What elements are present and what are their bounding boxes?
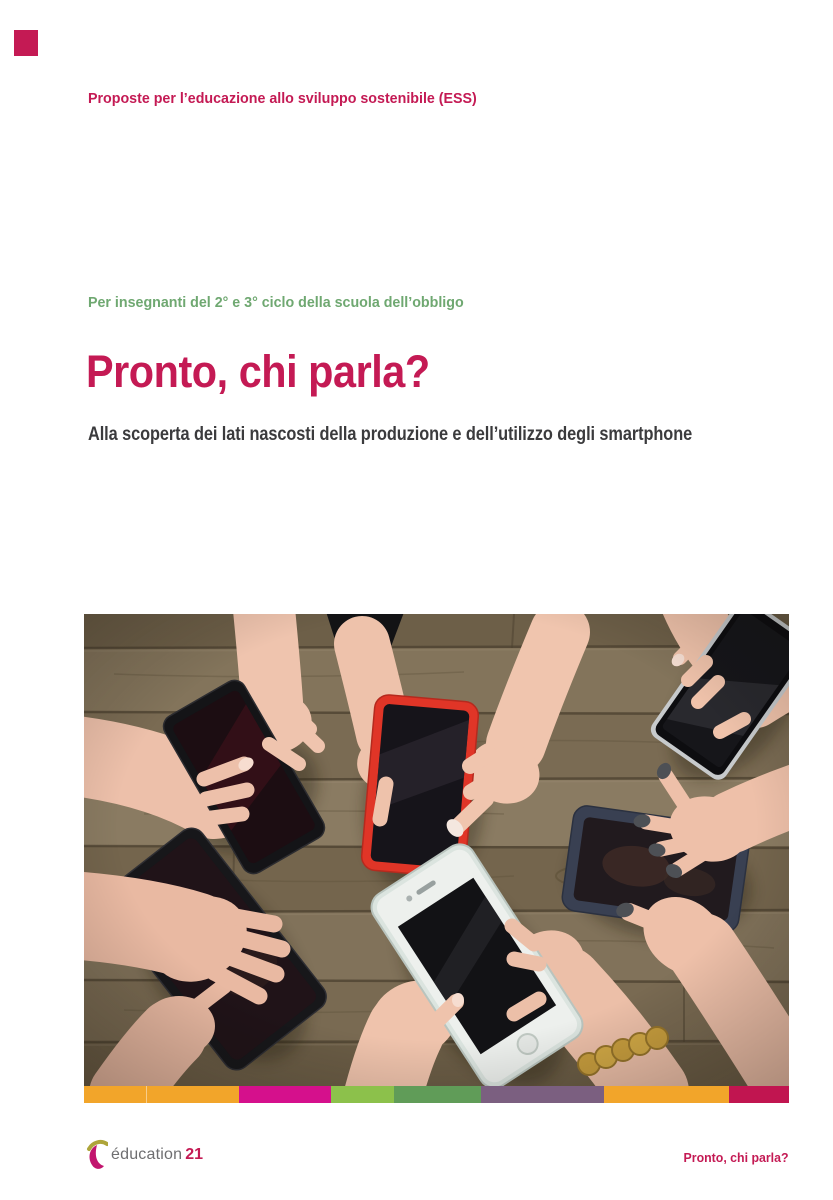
stripe-segment xyxy=(146,1086,239,1103)
cover-photo-illustration xyxy=(84,614,789,1086)
kicker-label: Proposte per l’educazione allo sviluppo sostenibile (ESS) xyxy=(88,90,477,107)
logo-number: 21 xyxy=(185,1146,203,1163)
audience-text xyxy=(88,294,483,311)
logo-swoosh-icon xyxy=(86,1139,108,1171)
page-title: Pronto, chi parla? xyxy=(86,346,430,397)
stripe-segment xyxy=(394,1086,481,1103)
page-subtitle: Alla scoperta dei lati nascosti della produzione e dell’utilizzo degli smartphone xyxy=(88,424,693,445)
stripe-segment xyxy=(604,1086,729,1103)
stripe-segment xyxy=(331,1086,394,1103)
color-stripe xyxy=(84,1086,789,1103)
stripe-segment xyxy=(729,1086,789,1103)
audience-label: Per insegnanti del 2° e 3° ciclo della scuola dell’obbligo xyxy=(88,294,464,311)
stripe-segment xyxy=(239,1086,331,1103)
education21-logo xyxy=(86,1139,203,1171)
cover-photo xyxy=(84,614,789,1086)
stripe-segment xyxy=(84,1086,146,1103)
stripe-segment xyxy=(481,1086,604,1103)
logo-text: éducation xyxy=(111,1146,183,1163)
footer-doc-title: Pronto, chi parla? xyxy=(684,1150,789,1165)
brand-square xyxy=(14,30,38,56)
kicker-text xyxy=(88,90,497,107)
